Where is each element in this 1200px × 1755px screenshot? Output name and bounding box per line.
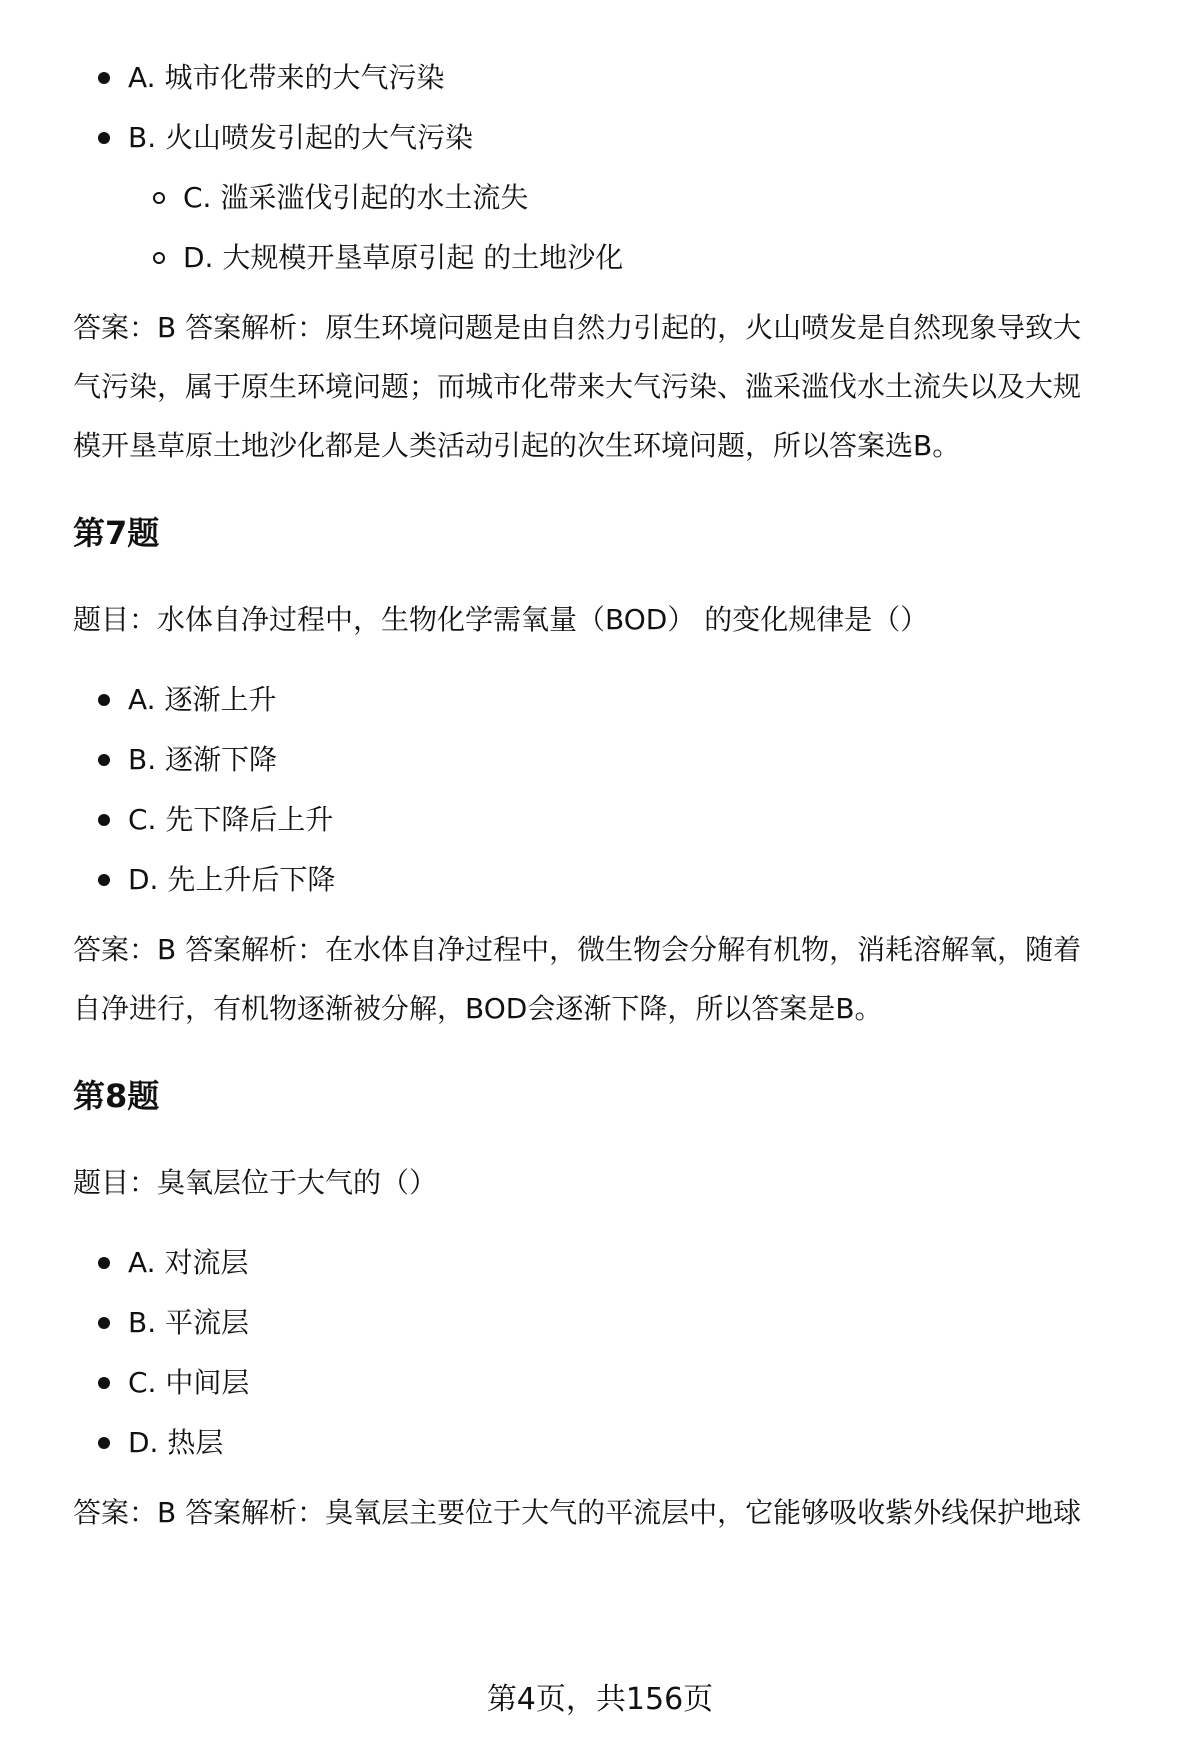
bullet-disc-icon xyxy=(98,814,110,826)
q8-stem: 题目：臭氧层位于大气的（） xyxy=(73,1166,438,1199)
bullet-disc-icon xyxy=(98,132,110,144)
option-text: C. 先下降后上升 xyxy=(128,803,334,836)
q8-title: 第8题 xyxy=(73,1077,160,1115)
q7-answer xyxy=(73,920,1153,1038)
page-number-footer: 第4页，共156页 xyxy=(486,1682,714,1717)
q7-options-list xyxy=(73,680,1153,900)
bullet-disc-icon xyxy=(98,1257,110,1269)
q8-option-a xyxy=(73,1243,1153,1283)
answer-line: 答案：B 答案解析：原生环境问题是由自然力引起的，火山喷发是自然现象导致大 xyxy=(73,311,1082,344)
q6-option-d xyxy=(73,238,1153,278)
q7-option-d xyxy=(73,860,1153,900)
bullet-disc-icon xyxy=(98,694,110,706)
bullet-disc-icon xyxy=(98,874,110,886)
q7-option-b xyxy=(73,740,1153,780)
q8-answer xyxy=(73,1483,1153,1542)
q8-option-d xyxy=(73,1423,1153,1463)
option-text: D. 大规模开垦草原引起 的土地沙化 xyxy=(183,241,624,274)
bullet-circle-icon xyxy=(153,192,165,204)
q7-option-a xyxy=(73,680,1153,720)
option-text: A. 城市化带来的大气污染 xyxy=(128,61,445,94)
bullet-circle-icon xyxy=(153,252,165,264)
answer-line: 气污染，属于原生环境问题；而城市化带来大气污染、滥采滥伐水土流失以及大规 xyxy=(73,370,1082,403)
q8-options-list xyxy=(73,1243,1153,1463)
bullet-disc-icon xyxy=(98,72,110,84)
option-text: B. 平流层 xyxy=(128,1306,250,1339)
q6-options-list xyxy=(73,58,1153,278)
option-text: A. 对流层 xyxy=(128,1246,249,1279)
q6-option-c xyxy=(73,178,1153,218)
answer-line: 答案：B 答案解析：在水体自净过程中，微生物会分解有机物，消耗溶解氧，随着 xyxy=(73,933,1082,966)
option-text: C. 中间层 xyxy=(128,1366,250,1399)
option-text: B. 逐渐下降 xyxy=(128,743,278,776)
q6-option-a xyxy=(73,58,1153,98)
q6-option-b xyxy=(73,118,1153,158)
answer-line: 模开垦草原土地沙化都是人类活动引起的次生环境问题，所以答案选B。 xyxy=(73,429,961,462)
q6-answer xyxy=(73,298,1153,475)
answer-line: 自净进行，有机物逐渐被分解，BOD会逐渐下降，所以答案是B。 xyxy=(73,992,883,1025)
q7-title: 第7题 xyxy=(73,514,160,552)
q7-stem: 题目：水体自净过程中，生物化学需氧量（BOD） 的变化规律是（） xyxy=(73,603,929,636)
bullet-disc-icon xyxy=(98,1317,110,1329)
q8-option-b xyxy=(73,1303,1153,1343)
option-text: D. 先上升后下降 xyxy=(128,863,336,896)
option-text: B. 火山喷发引起的大气污染 xyxy=(128,121,474,154)
bullet-disc-icon xyxy=(98,1377,110,1389)
option-text: A. 逐渐上升 xyxy=(128,683,277,716)
q7-option-c xyxy=(73,800,1153,840)
bullet-disc-icon xyxy=(98,754,110,766)
answer-line: 答案：B 答案解析：臭氧层主要位于大气的平流层中，它能够吸收紫外线保护地球 xyxy=(73,1496,1082,1529)
page-content xyxy=(73,58,1153,1542)
option-text: C. 滥采滥伐引起的水土流失 xyxy=(183,181,529,214)
bullet-disc-icon xyxy=(98,1437,110,1449)
q8-option-c xyxy=(73,1363,1153,1403)
option-text: D. 热层 xyxy=(128,1426,224,1459)
